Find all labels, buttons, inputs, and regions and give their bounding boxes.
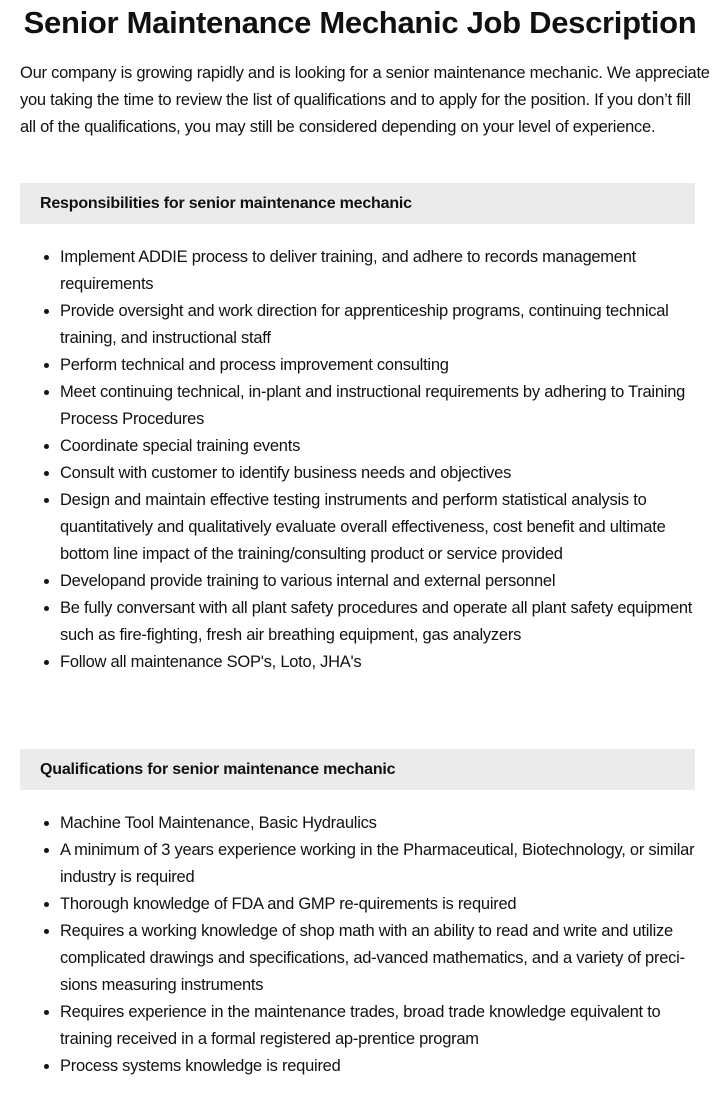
responsibilities-list (20, 244, 700, 676)
list-item: • Perform technical and process improvement consulting (60, 352, 700, 379)
list-item: • A minimum of 3 years experience working in the Pharmaceutical, Biotechnology, or similar industry is required (60, 837, 700, 891)
page-title: Senior Maintenance Mechanic Job Description (23, 5, 697, 40)
list-item: • Developand provide training to various internal and external personnel (60, 568, 700, 595)
list-item: • Requires a working knowledge of shop math with an ability to read and write and utilize complicated drawings and specifications, ad-vanced mathematics, and a variety of preci-sions measuring instruments (60, 918, 700, 999)
list-item: • Process systems knowledge is required (60, 1053, 700, 1080)
list-item: • Consult with customer to identify business needs and objectives (60, 460, 700, 487)
list-item: • Coordinate special training events (60, 433, 700, 460)
list-item: • Implement ADDIE process to deliver training, and adhere to records management requirements (60, 244, 700, 298)
list-item: • Design and maintain effective testing instruments and perform statistical analysis to quantitatively and qualitatively evaluate overall effectiveness, cost benefit and ultimate bottom line impact of the training/consulting product or service provided (60, 487, 700, 568)
responsibilities-heading: Responsibilities for senior maintenance mechanic (20, 183, 695, 224)
list-item: • Meet continuing technical, in-plant and instructional requirements by adhering to Training Process Procedures (60, 379, 700, 433)
qualifications-heading: Qualifications for senior maintenance mechanic (20, 749, 695, 790)
list-item: • Requires experience in the maintenance trades, broad trade knowledge equivalent to training received in a formal registered ap-prentice program (60, 999, 700, 1053)
list-item: • Be fully conversant with all plant safety procedures and operate all plant safety equipment such as fire-fighting, fresh air breathing equipment, gas analyzers (60, 595, 700, 649)
list-item: • Provide oversight and work direction for apprenticeship programs, continuing technical training, and instructional staff (60, 298, 700, 352)
list-item: • Machine Tool Maintenance, Basic Hydraulics (60, 810, 700, 837)
qualifications-list (20, 810, 700, 1080)
list-item: • Follow all maintenance SOP's, Loto, JHA's (60, 649, 700, 676)
list-item: • Thorough knowledge of FDA and GMP re-quirements is required (60, 891, 700, 918)
intro-paragraph: Our company is growing rapidly and is looking for a senior maintenance mechanic. We appreciate you taking the time to review the list of qualifications and to apply for the position. If you don’t fill all of the qualifications, you may still be considered depending on your level of experience. (20, 64, 710, 136)
